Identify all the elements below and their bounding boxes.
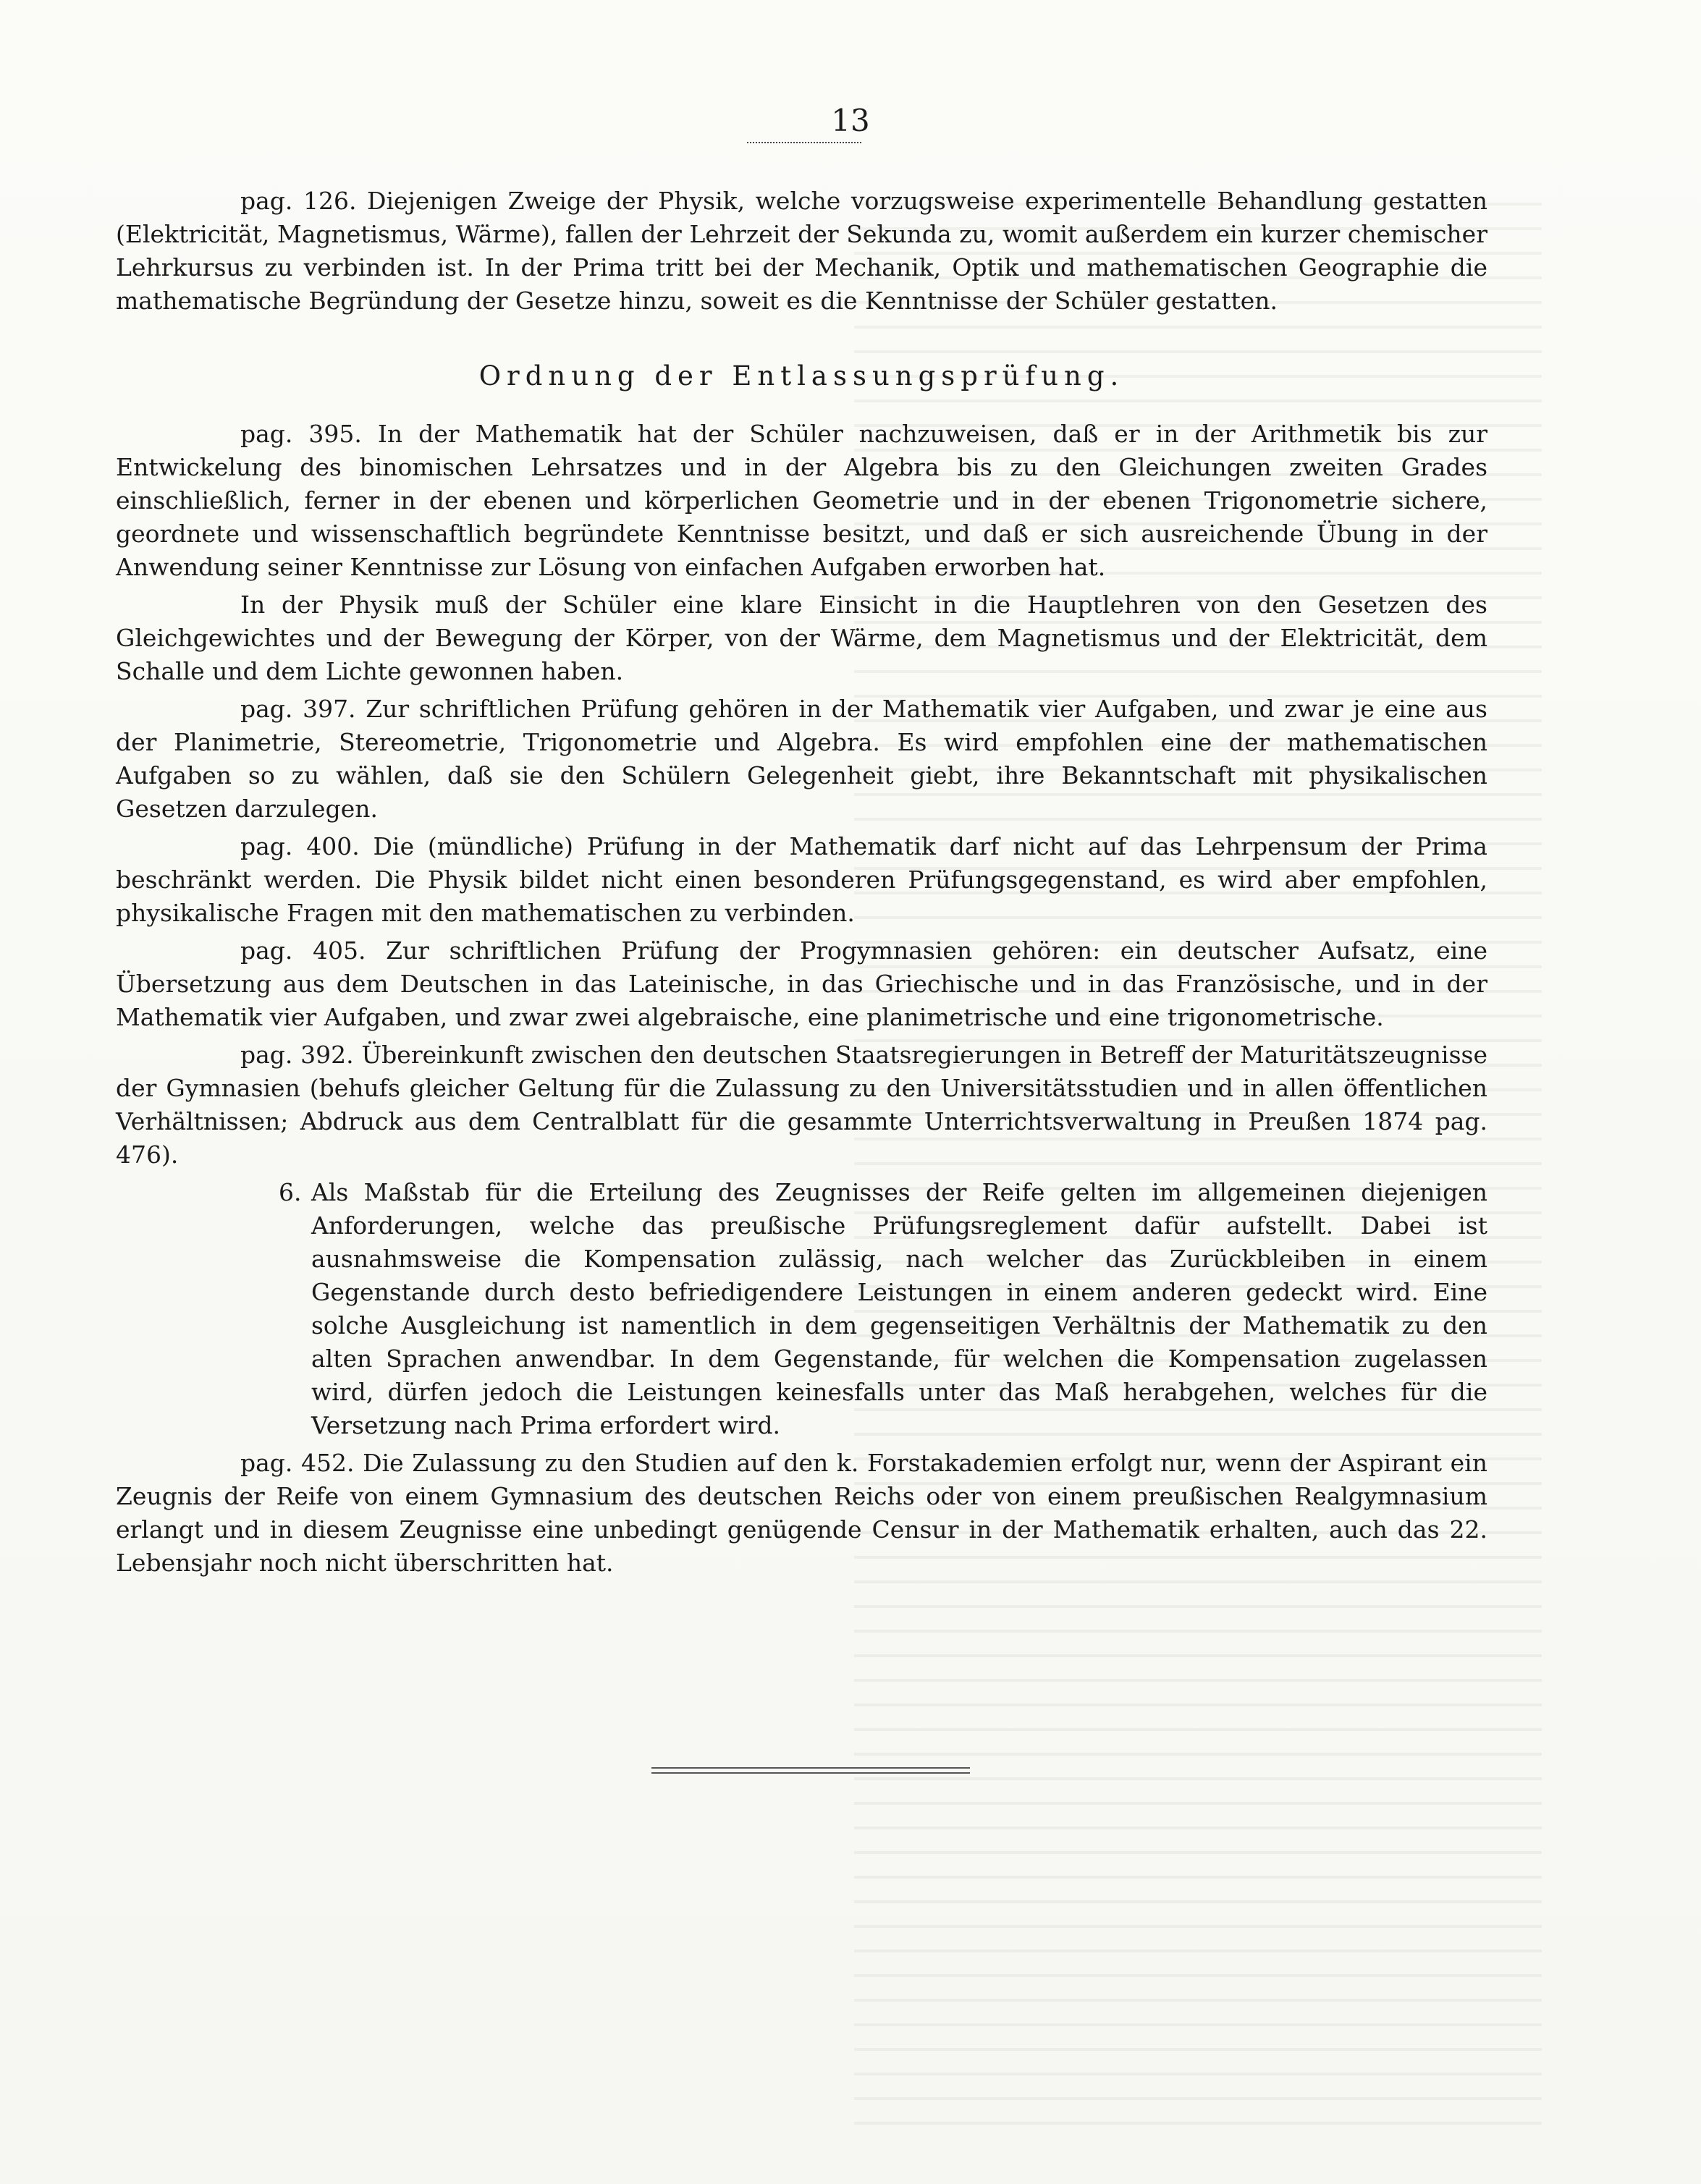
paragraph-pag-395: pag. 395. In der Mathematik hat der Schüler nachzuweisen, daß er in der Arithmetik bis zur Entwickelung des binomischen Lehrsatzes und in der Algebra bis zu den Gleichungen zweiten Grades einschließlich, ferner in der ebenen und körperlichen Geometrie und in der ebenen Trigonometrie sichere, geordnete und wissenschaftlich begründete Kenntnisse besitzt, und daß er sich ausreichende Übung in der Anwendung seiner Kenntnisse zur Lösung von einfachen Aufgaben erworben hat. [116,420,1487,581]
paragraph-pag-392: pag. 392. Übereinkunft zwischen den deutschen Staatsregierungen in Betreff der Maturitätszeugnisse der Gymnasien (behufs gleicher Geltung für die Zulassung zu den Universitätsstudien und in allen öffentlichen Verhältnissen; Abdruck aus dem Centralblatt für die gesammte Unterrichtsverwaltung in Preußen 1874 pag. 476). [116,1041,1487,1169]
list-item-6 [279,1176,1487,1442]
end-divider [651,1767,970,1777]
section-heading: Ordnung der Entlassungsprüfung. [478,360,1125,391]
list-item-number: 6. [279,1178,302,1206]
paragraph-pag-397: pag. 397. Zur schriftlichen Prüfung gehören in der Mathematik vier Aufgaben, und zwar je eine aus der Planimetrie, Stereometrie, Trigonometrie und Algebra. Es wird empfohlen eine der mathematischen Aufgaben so zu wählen, daß sie den Schülern Gelegenheit giebt, ihre Bekanntschaft mit physikalischen Gesetzen darzulegen. [116,695,1487,823]
paragraph-pag-400: pag. 400. Die (mündliche) Prüfung in der Mathematik darf nicht auf das Lehrpensum der Prima beschränkt werden. Die Physik bildet nicht einen besonderen Prüfungsgegenstand, es wird aber empfohlen, physikalische Fragen mit den mathematischen zu verbinden. [116,832,1487,927]
paragraph-physik: In der Physik muß der Schüler eine klare Einsicht in die Hauptlehren von den Gesetzen des Gleichgewichtes und der Bewegung der Körper, von der Wärme, dem Magnetismus und der Elektricität, dem Schalle und dem Lichte gewonnen haben. [116,591,1487,685]
paragraph-pag-452: pag. 452. Die Zulassung zu den Studien auf den k. Forstakademien erfolgt nur, wenn der Aspirant ein Zeugnis der Reife von einem Gymnasium des deutschen Reichs oder von einem preußischen Realgymnasium erlangt und in diesem Zeugnisse eine unbedingt genügende Censur in der Mathematik erhalten, auch das 22. Lebensjahr noch nicht überschritten hat. [116,1449,1487,1577]
paragraph-pag-126: pag. 126. Diejenigen Zweige der Physik, welche vorzugsweise experimentelle Behandlung gestatten (Elektricität, Magnetismus, Wärme), fallen der Lehrzeit der Sekunda zu, womit außerdem ein kurzer chemischer Lehrkursus zu verbinden ist. In der Prima tritt bei der Mechanik, Optik und mathematischen Geographie die mathematische Begründung der Gesetze hinzu, soweit es die Kenntnisse der Schüler gestatten. [116,187,1487,315]
paragraph-pag-405: pag. 405. Zur schriftlichen Prüfung der Progymnasien gehören: ein deutscher Aufsatz, eine Übersetzung aus dem Deutschen in das Lateinische, in das Griechische und in das Französische, und in der Mathematik vier Aufgaben, und zwar zwei algebraische, eine planimetrische und eine trigonometrische. [116,936,1487,1031]
page-number-rule [747,142,861,146]
body-text [116,185,1487,1584]
list-item-text: Als Maßstab für die Erteilung des Zeugnisses der Reife gelten im allgemeinen diejenigen Anforderungen, welche das preußische Prüfungsreglement dafür aufstellt. Dabei ist ausnahmsweise die Kompensation zulässig, nach welcher das Zurückbleiben in einem Gegenstande durch desto befriedigendere Leistungen in einem anderen gedeckt wird. Eine solche Ausgleichung ist namentlich in dem gegenseitigen Verhältnis der Mathematik zu den alten Sprachen anwendbar. In dem Gegenstande, für welchen die Kompensation zugelassen wird, dürfen jedoch die Leistungen keinesfalls unter das Maß herabgehen, welches für die Versetzung nach Prima erfordert wird. [311,1178,1487,1439]
page-number: 13 [831,103,870,138]
